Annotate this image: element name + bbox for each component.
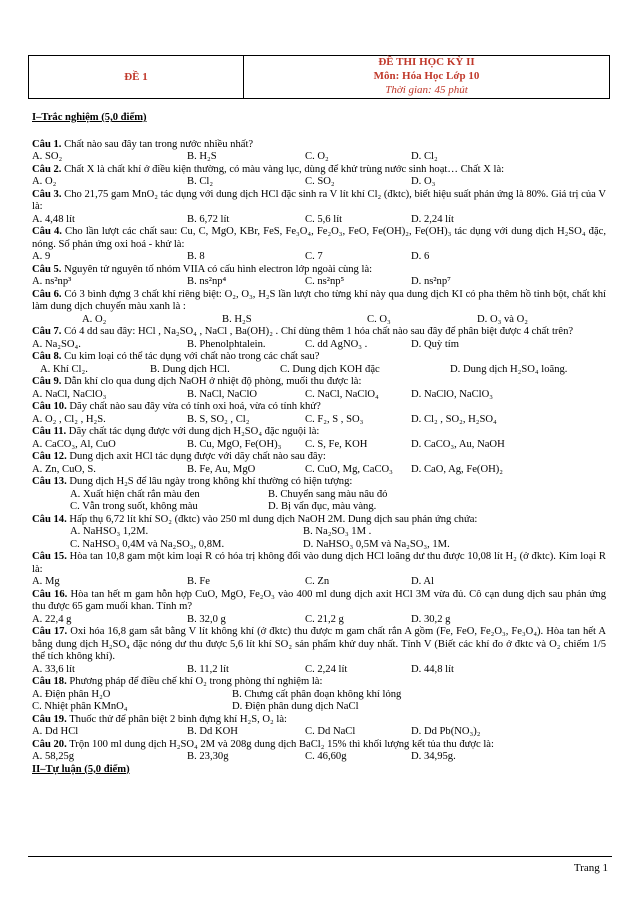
answer-options — [32, 576, 606, 589]
question-20 — [32, 739, 606, 752]
answer-option[interactable]: B. Na₂SO₃ 1M . — [303, 526, 372, 537]
question-18 — [32, 676, 606, 689]
answer-option[interactable]: D. Bị vẩn đục, màu vàng. — [268, 501, 377, 512]
answer-options — [32, 176, 606, 189]
answer-option[interactable]: A. 9 — [32, 251, 51, 262]
question-13 — [32, 476, 606, 489]
answer-options — [32, 414, 606, 427]
answer-option[interactable]: B. 8 — [187, 251, 205, 262]
question-text: Thuốc thử để phân biệt 2 bình đựng khí H₂S, O₂ là: — [66, 713, 287, 725]
question-text: Hòa tan 10,8 gam một kim loại R có hóa trị không đổi vào dung dịch HCl loãng dư thu được 10,08 lít H₂ (ở đktc). Kim loại R là: — [32, 551, 606, 575]
question-text: Dung dịch H₂S để lâu ngày trong không khí thường có hiện tượng: — [66, 476, 353, 487]
answer-option[interactable]: A. Khí Cl₂. — [40, 363, 88, 375]
answer-option[interactable]: B. Fe — [187, 576, 210, 587]
answer-options — [32, 214, 606, 227]
exam-code: ĐỀ 1 — [29, 56, 244, 98]
answer-option[interactable]: D. Điện phân dung dịch NaCl — [232, 701, 359, 712]
question-6 — [32, 289, 606, 314]
question-text: Phương pháp để điều chế khí O₂ trong phòng thí nghiệm là: — [66, 676, 323, 687]
question-1 — [32, 139, 606, 152]
answer-option[interactable]: A. O₂ , Cl₂ , H₂S. — [32, 413, 106, 425]
answer-option[interactable]: A. 58,25g — [32, 751, 75, 762]
exam-header — [28, 55, 610, 99]
answer-option[interactable]: B. Dd KOH — [187, 726, 238, 737]
answer-option[interactable]: C. ns²np⁵ — [305, 276, 345, 287]
answer-option[interactable]: C. Dung dịch KOH đặc — [280, 363, 380, 375]
question-text: Cho lần lượt các chất sau: Cu, C, MgO, KBr, FeS, Fe₃O₄, Fe₂O₃, FeO, Fe(OH)₂, Fe(OH)₃ tác dụng với dung dịch H₂SO₄ đặc, nóng. Số phản ứng oxi hoá - khử là: — [32, 226, 606, 250]
answer-option[interactable]: C. F₂, S , SO₃ — [305, 413, 364, 425]
footer-divider — [28, 856, 612, 857]
answer-option[interactable]: B. Chuyển sang màu nâu đỏ — [268, 488, 388, 500]
question-label: Câu 18. — [32, 676, 67, 687]
answer-options — [32, 689, 606, 702]
question-3 — [32, 189, 606, 214]
answer-option[interactable]: A. Zn, CuO, S. — [32, 463, 96, 475]
answer-option[interactable]: D. ns²np⁷ — [411, 276, 451, 287]
answer-option[interactable]: D. Cl₂ , SO₂, H₂SO₄ — [411, 413, 497, 425]
answer-option[interactable]: D. O₃ và O₂ — [477, 313, 528, 325]
question-text: Oxi hóa 16,8 gam sắt bằng V lít không khí (ở đktc) thu được m gam chất rắn A gồm (Fe, FeO, Fe₂O₃, Fe₃O₄). Hòa tan hết A bằng dung dịch H₂SO₄ đặc nóng dư thu được 5,6 lít khí SO₂ sản phẩm khử duy nhất. Tính V (Biết các khí đo ở đktc và O₂ chiếm 1/5 thể tích không khí). — [32, 626, 606, 662]
answer-option[interactable]: A. O₂ — [82, 313, 107, 325]
answer-option[interactable]: B. 11,2 lít — [187, 663, 229, 675]
answer-option[interactable]: C. CuO, Mg, CaCO₃ — [305, 463, 393, 475]
answer-option[interactable]: C. S, Fe, KOH — [305, 438, 368, 450]
question-text: Hấp thụ 6,72 lít khí SO₂ (đktc) vào 250 ml dung dịch NaOH 2M. Dung dịch sau phản ứng chứa: — [66, 513, 478, 525]
question-text: Có 4 dd sau đây: HCl , Na₂SO₄ , NaCl , Ba(OH)₂ . Chỉ dùng thêm 1 hóa chất nào sau đây để phân biệt được 4 chất trên? — [61, 326, 574, 337]
question-11 — [32, 426, 606, 439]
question-label: Câu 15. — [32, 551, 67, 562]
question-4 — [32, 226, 606, 251]
answer-option[interactable]: A. SO₂ — [32, 151, 63, 162]
section-essay-heading: II–Tự luận (5,0 điểm) — [32, 763, 130, 775]
question-text: Chất nào sau đây tan trong nước nhiều nhất? — [61, 138, 254, 150]
question-text: Cu kim loại có thể tác dụng với chất nào trong các chất sau? — [61, 351, 320, 362]
answer-option[interactable]: D. 2,24 lít — [411, 213, 454, 225]
question-label: Câu 13. — [32, 476, 67, 487]
question-8 — [32, 351, 606, 364]
answer-option[interactable]: C. 21,2 g — [305, 613, 344, 625]
answer-option[interactable]: A. Xuất hiện chất rắn màu đen — [70, 488, 200, 500]
answer-option[interactable]: D. CaO, Ag, Fe(OH)₂ — [411, 463, 503, 475]
answer-option[interactable]: C. O₃ — [367, 313, 391, 325]
question-12 — [32, 451, 606, 464]
question-label: Câu 7. — [32, 326, 62, 337]
question-text: Hòa tan hết m gam hỗn hợp CuO, MgO, Fe₂O₃ vào 400 ml dung dịch axit HCl 3M vừa đủ. Cô cạn dung dịch sau phản ứng thu được 65 gam muối khan. Tính m? — [32, 588, 606, 612]
question-label: Câu 2. — [32, 163, 62, 175]
answer-option[interactable]: D. Cl₂ — [411, 151, 438, 162]
exam-title-block — [244, 56, 609, 98]
answer-option[interactable]: D. O₃ — [411, 176, 436, 187]
question-label: Câu 19. — [32, 713, 67, 725]
exam-time: Thời gian: 45 phút — [385, 83, 468, 96]
answer-option[interactable]: B. Chưng cất phân đoạn không khí lỏng — [232, 688, 402, 700]
answer-option[interactable]: B. Cu, MgO, Fe(OH)₃ — [187, 438, 282, 450]
answer-option[interactable]: C. dd AgNO₃ . — [305, 338, 368, 350]
answer-option[interactable]: B. 6,72 lít — [187, 213, 230, 225]
answer-option[interactable]: D. CaCO₃, Au, NaOH — [411, 438, 505, 450]
question-15 — [32, 551, 606, 576]
answer-option[interactable]: B. S, SO₂ , Cl₂ — [187, 413, 250, 425]
question-label: Câu 20. — [32, 738, 67, 750]
answer-option[interactable]: A. 22,4 g — [32, 613, 72, 625]
answer-options — [32, 151, 606, 164]
answer-option[interactable]: B. Dung dịch HCl. — [150, 363, 230, 375]
answer-option[interactable]: C. 5,6 lít — [305, 213, 343, 225]
question-text: Chất X là chất khí ở điều kiện thường, có màu vàng lục, dùng để khử trùng nước sinh hoạt… Chất X là: — [61, 163, 505, 175]
answer-options — [32, 701, 606, 714]
answer-option[interactable]: C. 7 — [305, 251, 323, 262]
answer-options — [32, 276, 606, 289]
question-label: Câu 9. — [32, 376, 62, 387]
answer-option[interactable]: D. 44,8 lít — [411, 663, 454, 675]
answer-options — [32, 364, 606, 377]
question-5 — [32, 264, 606, 277]
question-label: Câu 4. — [32, 226, 62, 237]
answer-option[interactable]: A. CaCO₃, Al, CuO — [32, 438, 116, 450]
question-7 — [32, 326, 606, 339]
question-text: Trộn 100 ml dung dịch H₂SO₄ 2M và 208g dung dịch BaCl₂ 15% thì khối lượng kết tủa thu được là: — [66, 738, 494, 750]
question-label: Câu 17. — [32, 626, 68, 637]
answer-option[interactable]: B. H₂S — [187, 151, 217, 162]
answer-option[interactable]: A. Dd HCl — [32, 726, 79, 737]
question-16 — [32, 589, 606, 614]
answer-option[interactable]: A. 4,48 lít — [32, 213, 75, 225]
answer-option[interactable]: D. 6 — [411, 251, 430, 262]
question-14 — [32, 514, 606, 527]
answer-options — [32, 664, 606, 677]
answer-option[interactable]: B. 23,30g — [187, 751, 229, 762]
answer-options — [32, 339, 606, 352]
answer-options — [32, 489, 606, 502]
exam-content — [32, 112, 606, 790]
answer-option[interactable]: C. Vẫn trong suốt, không màu — [70, 501, 198, 512]
page-number: Trang 1 — [573, 862, 608, 874]
answer-options — [32, 439, 606, 452]
answer-option[interactable]: A. Na₂SO₄. — [32, 338, 81, 350]
question-label: Câu 8. — [32, 351, 62, 362]
question-label: Câu 1. — [32, 138, 62, 150]
answer-option[interactable]: A. NaHSO₃ 1,2M. — [70, 526, 149, 537]
answer-options — [32, 251, 606, 264]
answer-options — [32, 314, 606, 327]
answer-option[interactable]: D. Al — [411, 576, 434, 587]
question-label: Câu 5. — [32, 263, 62, 275]
answer-option[interactable]: D. 34,95g. — [411, 751, 456, 762]
question-label: Câu 12. — [32, 451, 67, 462]
question-text: Dung dịch axit HCl tác dụng được với dãy chất nào sau đây: — [66, 451, 326, 462]
section-multiple-choice-heading: I–Trắc nghiệm (5,0 điểm) — [32, 112, 147, 123]
question-19 — [32, 714, 606, 727]
question-label: Câu 11. — [32, 426, 67, 437]
question-text: Nguyên tử nguyên tố nhóm VIIA có cấu hình electron lớp ngoài cùng là: — [61, 263, 373, 275]
answer-options — [32, 526, 606, 539]
question-9 — [32, 376, 606, 389]
answer-option[interactable]: A. Điện phân H₂O — [32, 688, 111, 700]
answer-option[interactable]: B. H₂S — [222, 313, 252, 325]
answer-option[interactable]: D. Dung dịch H₂SO₄ loãng. — [450, 363, 568, 375]
question-2 — [32, 164, 606, 177]
answer-options — [32, 726, 606, 739]
question-label: Câu 6. — [32, 288, 62, 300]
answer-option[interactable]: A. ns²np³ — [32, 276, 72, 287]
question-label: Câu 10. — [32, 401, 67, 412]
question-text: Có 3 bình đựng 3 chất khí riêng biệt: O₂, O₃, H₂S lần lượt cho từng khí này qua dung dịch KI có pha thêm hồ tinh bột, chất khí làm dung dịch chuyển màu xanh là : — [32, 288, 606, 312]
answer-options — [32, 539, 606, 552]
question-list — [32, 139, 606, 764]
answer-option[interactable]: D. Dd Pb(NO₃)₂ — [411, 726, 481, 737]
answer-option[interactable]: C. NaHSO₃ 0,4M và Na₂SO₃, 0,8M. — [70, 538, 225, 550]
answer-option[interactable]: C. 2,24 lít — [305, 663, 348, 675]
answer-option[interactable]: A. Mg — [32, 576, 60, 587]
answer-options — [32, 464, 606, 477]
answer-options — [32, 614, 606, 627]
question-text: Dãy chất tác dụng được với dung dịch H₂SO₄ đặc nguội là: — [66, 426, 320, 437]
question-text: Cho 21,75 gam MnO₂ tác dụng với dung dịch HCl đặc sinh ra V lít khí Cl₂ (đktc), biết hiệu suất phản ứng là 80%. Giá trị của V là: — [32, 188, 606, 212]
answer-options — [32, 389, 606, 402]
question-label: Câu 3. — [32, 188, 62, 200]
answer-option[interactable]: C. SO₂ — [305, 176, 335, 187]
answer-option[interactable]: B. ns²np⁴ — [187, 276, 227, 287]
answer-option[interactable]: D. 30,2 g — [411, 613, 451, 625]
question-label: Câu 16. — [32, 588, 68, 600]
answer-option[interactable]: D. NaClO, NaClO₃ — [411, 388, 493, 400]
answer-option[interactable]: D. Quỳ tím — [411, 338, 459, 350]
answer-option[interactable]: C. Zn — [305, 576, 330, 587]
answer-option[interactable]: C. 46,60g — [305, 751, 347, 762]
answer-option[interactable]: B. Fe, Au, MgO — [187, 463, 256, 475]
answer-option[interactable]: D. NaHSO₃ 0,5M và Na₂SO₃, 1M. — [303, 538, 450, 550]
answer-options — [32, 751, 606, 764]
answer-option[interactable]: C. NaCl, NaClO₄ — [305, 388, 379, 400]
answer-option[interactable]: A. O₂ — [32, 176, 57, 187]
question-17 — [32, 626, 606, 664]
answer-option[interactable]: B. NaCl, NaClO — [187, 388, 258, 400]
answer-option[interactable]: B. 32,0 g — [187, 613, 226, 625]
answer-option[interactable]: C. O₂ — [305, 151, 329, 162]
question-text: Dãy chất nào sau đây vừa có tính oxi hoá, vừa có tính khử? — [66, 401, 321, 412]
answer-option[interactable]: A. 33,6 lít — [32, 663, 75, 675]
question-label: Câu 14. — [32, 513, 67, 525]
question-10 — [32, 401, 606, 414]
answer-option[interactable]: B. Phenolphtalein. — [187, 338, 266, 350]
answer-option[interactable]: A. NaCl, NaClO₃ — [32, 388, 107, 400]
answer-options — [32, 501, 606, 514]
answer-option[interactable]: B. Cl₂ — [187, 176, 214, 187]
exam-subject: Môn: Hóa Học Lớp 10 — [373, 70, 480, 83]
exam-title: ĐỀ THI HỌC KỲ II — [378, 56, 475, 69]
answer-option[interactable]: C. Nhiệt phân KMnO₄ — [32, 701, 128, 712]
answer-option[interactable]: C. Dd NaCl — [305, 726, 356, 737]
question-text: Dẫn khí clo qua dung dịch NaOH ở nhiệt độ phòng, muối thu được là: — [61, 376, 362, 387]
